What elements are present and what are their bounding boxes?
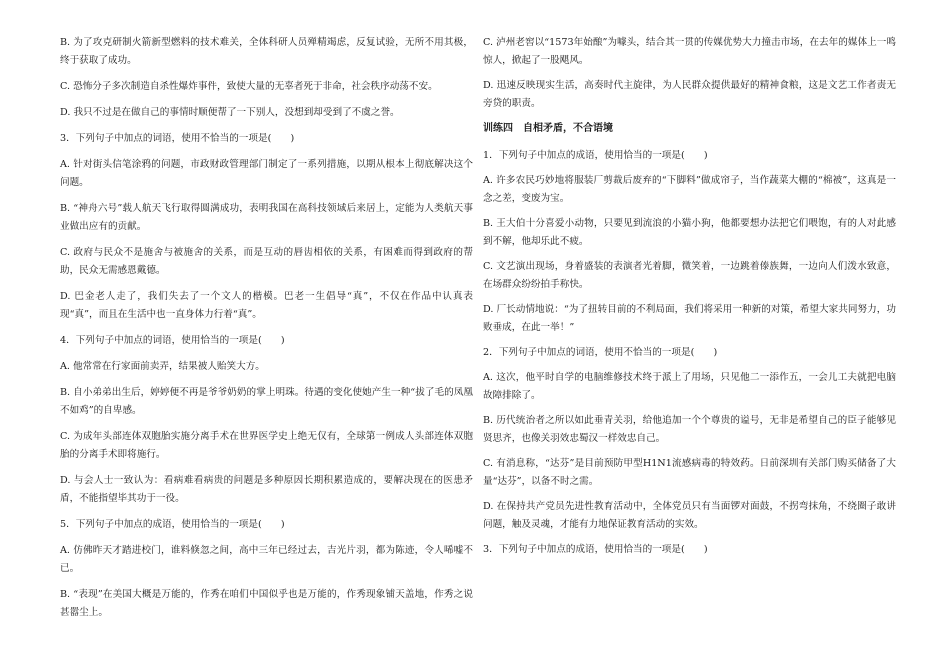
paragraph: A. 许多农民巧妙地将服装厂剪裁后废弃的“下脚料”做成帘子，当作蔬菜大棚的“棉被”，这真是一念之差，变废为宝。 [483,175,896,204]
paragraph: C. 泸州老窖以“1573年始酿”为噱头，结合其一贯的传媒优势大力撞击市场，在去年的媒体上一鸣惊人，掀起了一股飓风。 [483,37,896,66]
paragraph: D. 迅速反映现实生活，高奏时代主旋律，为人民群众提供最好的精神食粮，这是文艺工作者责无旁贷的职责。 [483,80,896,109]
question-stem: 5．下列句子中加点的成语，使用恰当的一项是( ) [60,519,285,530]
paragraph: A. 针对街头信笔涂鸦的问题，市政财政管理部门制定了一系列措施，以期从根本上彻底解决这个问题。 [60,159,473,188]
left-column [60,34,473,630]
paragraph: C. 文艺演出现场，身着盛装的表演者光着脚，微笑着，一边跳着傣族舞，一边向人们泼水致意，在场群众纷纷拍手称快。 [483,261,896,290]
paragraph: B. 为了攻克研制火箭新型燃料的技术难关，全体科研人员殚精竭虑，反复试验，无所不用其极，终于获取了成功。 [60,37,473,66]
paragraph: C. 为成年头部连体双胞胎实施分离手术在世界医学史上绝无仅有，全球第一例成人头部连体双胞胎的分离手术即将施行。 [60,431,473,460]
question-stem: 4．下列句子中加点的词语，使用恰当的一项是( ) [60,335,285,346]
question-stem: 1．下列句子中加点的成语，使用恰当的一项是( ) [483,150,708,161]
paragraph: B. “神舟六号”载人航天飞行取得圆满成功，表明我国在高科技领域后来居上，定能为人类航天事业做出应有的贡献。 [60,203,473,232]
paragraph: B. 自小弟弟出生后，婷婷便不再是爷爷奶奶的掌上明珠。待遇的变化使她产生一种“拔了毛的凤凰不如鸡”的自卑感。 [60,387,473,416]
right-column [483,34,896,566]
paragraph: C. 恐怖分子多次制造自杀性爆炸事件，致使大量的无辜者死于非命，社会秩序动荡不安。 [60,81,438,92]
paragraph: D. 巴金老人走了，我们失去了一个文人的楷模。巴老一生倡导“真”，不仅在作品中认真表现“真”，而且在生活中也一直身体力行着“真”。 [60,291,473,320]
paragraph: A. 这次，他平时自学的电脑维修技术终于派上了用场，只见他二一添作五，一会儿工夫就把电脑故障排除了。 [483,372,896,401]
paragraph: D. 在保持共产党员先进性教育活动中，全体党员只有当面锣对面鼓，不拐弯抹角，不绕圈子敢讲问题，触及灵魂，才能有力地保证教育活动的实效。 [483,501,896,530]
question-stem: 3．下列句子中加点的词语，使用不恰当的一项是( ) [60,133,295,144]
paragraph: C. 有消息称，“达芬”是目前预防甲型H1N1流感病毒的特效药。日前深圳有关部门购买储备了大量“达芬”，以备不时之需。 [483,458,896,487]
paragraph: A. 他常常在行家面前卖弄，结果被人贻笑大方。 [60,361,265,372]
question-stem: 2．下列句子中加点的词语，使用不恰当的一项是( ) [483,347,718,358]
paragraph: D. 厂长动情地说：“为了扭转目前的不利局面，我们将采用一种新的对策，希望大家共同努力，功败垂成，在此一举！” [483,304,896,333]
paragraph: B. 历代统治者之所以如此垂青关羽，给他追加一个个尊贵的谥号，无非是希望自己的臣子能够见贤思齐，也像关羽效忠蜀汉一样效忠自己。 [483,415,896,444]
paragraph: B. “表现”在美国大概是万能的，作秀在咱们中国似乎也是万能的，作秀现象铺天盖地，作秀之说甚嚣尘上。 [60,589,473,618]
question-stem: 3．下列句子中加点的成语，使用恰当的一项是( ) [483,544,708,555]
paragraph: B. 王大伯十分喜爱小动物，只要见到流浪的小猫小狗，他都要想办法把它们喂饱，有的人对此感到不解，他却乐此不疲。 [483,218,896,247]
paragraph: D. 与会人士一致认为：看病难看病贵的问题是多种原因长期积累造成的，要解决现在的医患矛盾，不能指望毕其功于一役。 [60,475,473,504]
paragraph: C. 政府与民众不是施舍与被施舍的关系，而是互动的唇齿相依的关系，有困难而得到政府的帮助，民众无需感恩戴德。 [60,247,473,276]
paragraph: A. 仿佛昨天才踏进校门，谁料倏忽之间，高中三年已经过去，吉光片羽，都为陈迹，令人唏嘘不已。 [60,545,473,574]
paragraph: D. 我只不过是在做自己的事情时顺便帮了一下别人，没想到却受到了不虞之誉。 [60,107,400,118]
section-heading: 训练四 自相矛盾，不合语境 [483,123,613,134]
